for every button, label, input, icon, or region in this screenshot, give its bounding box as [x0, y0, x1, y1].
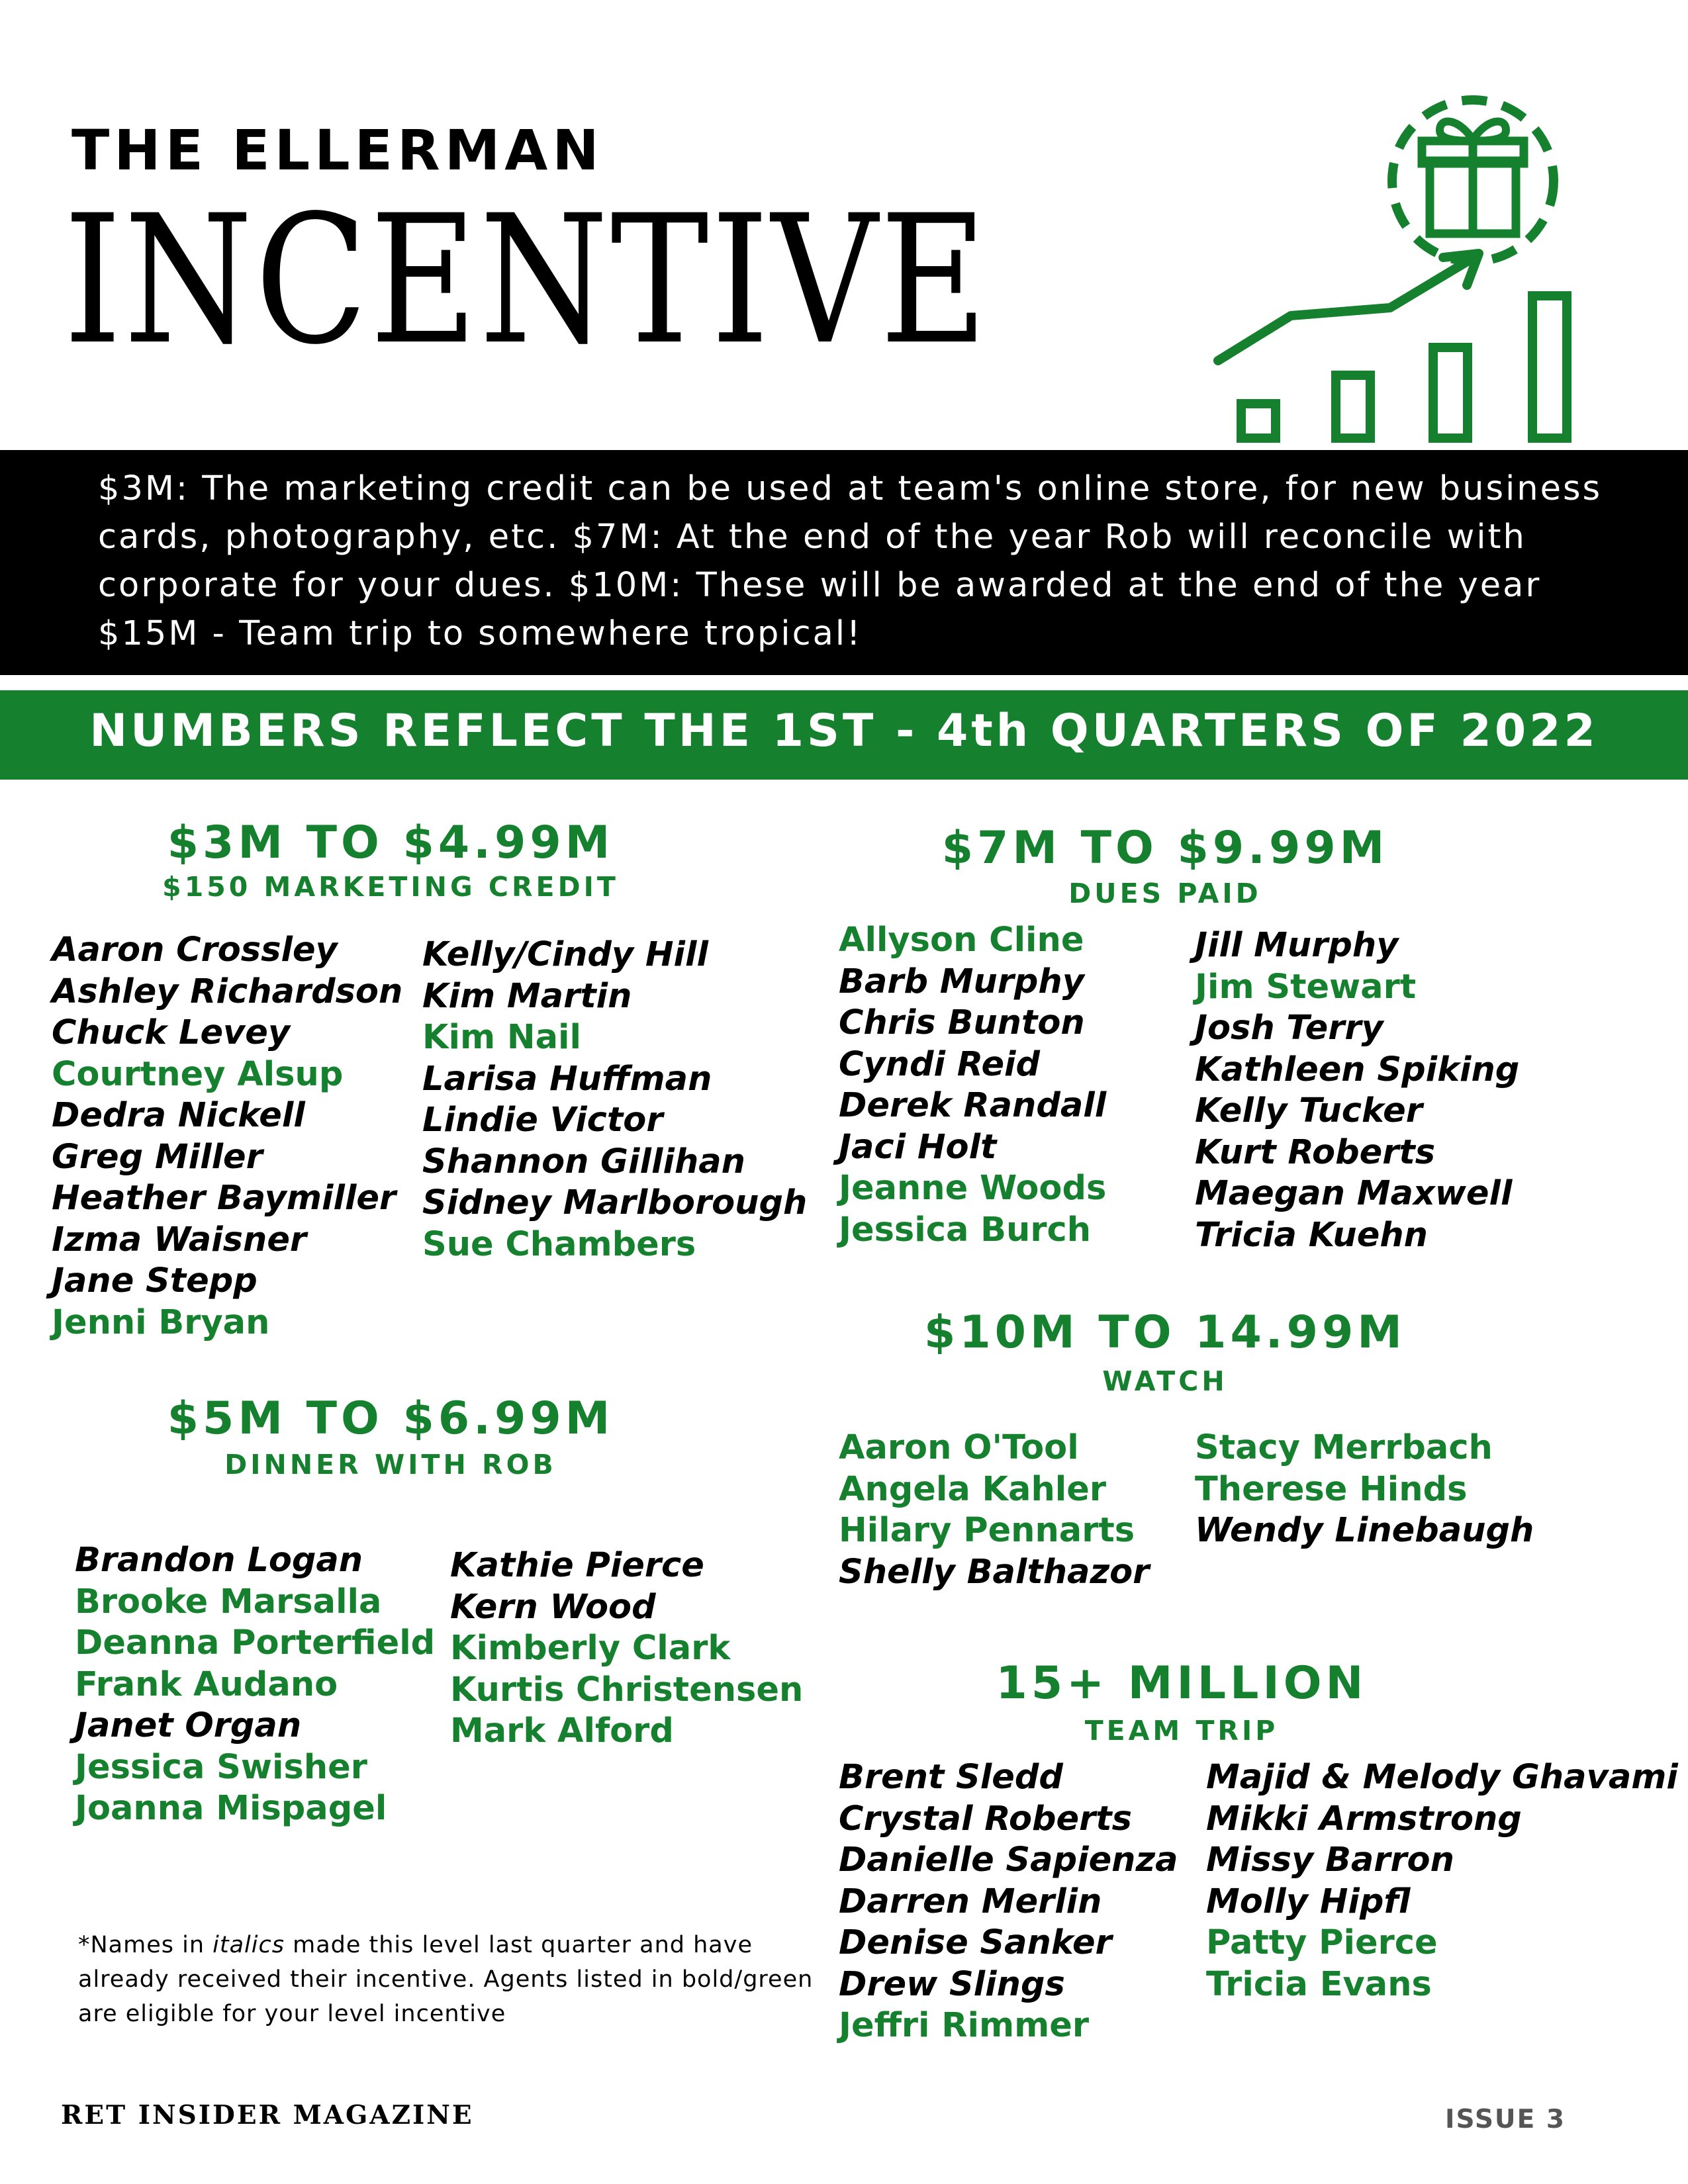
tier-10m-subtitle: WATCH: [1102, 1365, 1228, 1397]
agent-name: Brooke Marsalla: [75, 1582, 382, 1621]
agent-name: Kim Martin: [422, 976, 632, 1016]
agent-name: Tricia Evans: [1206, 1964, 1432, 2004]
agent-name: Frank Audano: [75, 1664, 338, 1704]
issue-number: ISSUE 3: [1445, 2105, 1566, 2134]
eyebrow-title: THE ELLERMAN: [71, 118, 604, 183]
tier-15m-title: 15+ MILLION: [996, 1657, 1368, 1709]
tier-10m-title: $10M TO 14.99M: [924, 1306, 1406, 1359]
tier-15m-subtitle: TEAM TRIP: [1084, 1715, 1279, 1747]
quarters-banner: [0, 690, 1688, 780]
agent-name: Patty Pierce: [1206, 1923, 1438, 1962]
agent-name: Barb Murphy: [839, 962, 1084, 1001]
agent-name: Wendy Linebaugh: [1195, 1511, 1534, 1550]
tier-15m-list-col1: [839, 1757, 1178, 2047]
agent-name: Drew Slings: [839, 1964, 1065, 2004]
agent-name: Kim Nail: [422, 1018, 581, 1057]
agent-name: Ashley Richardson: [52, 972, 403, 1011]
tier-5m-list-col1: [75, 1540, 435, 1830]
tier-15m-list-col2: [1206, 1757, 1678, 2005]
agent-name: Heather Baymiller: [52, 1179, 397, 1218]
agent-name: Shannon Gillihan: [422, 1142, 745, 1181]
footnote-text-end: made this level last quarter and have already received their incentive. Agents listed in bold/green are eligible for your level incentive: [78, 1932, 814, 2027]
agent-name: Jessica Burch: [839, 1210, 1092, 1250]
agent-name: Jeffri Rimmer: [839, 2006, 1090, 2045]
agent-name: Kern Wood: [450, 1587, 656, 1627]
agent-name: Larisa Huffman: [422, 1059, 712, 1099]
agent-name: Mark Alford: [450, 1711, 674, 1751]
page-title: INCENTIVE: [64, 177, 990, 384]
tier-3m-list-col1: [52, 930, 402, 1343]
agent-name: Stacy Merrbach: [1195, 1428, 1493, 1467]
agent-name: Jim Stewart: [1195, 967, 1417, 1007]
footnote-text-start: *Names in: [78, 1932, 213, 1958]
agent-name: Danielle Sapienza: [839, 1841, 1178, 1880]
agent-name: Sidney Marlborough: [422, 1183, 808, 1222]
tier-5m-list-col2: [450, 1545, 803, 1752]
agent-name: Brandon Logan: [75, 1541, 363, 1580]
agent-name: Darren Merlin: [839, 1882, 1102, 1921]
agent-name: Jeanne Woods: [839, 1169, 1107, 1208]
agent-name: Tricia Kuehn: [1195, 1215, 1428, 1255]
intro-text: $3M: The marketing credit can be used at team's online store, for new business cards, photography, etc. $7M: At the end of the year Rob will reconcile with corporate for your dues. $10M: These will be awarded at the end of the year $15M - Team trip to somewhere tropical!: [98, 469, 1603, 653]
agent-name: Janet Organ: [75, 1706, 302, 1745]
agent-name: Crystal Roberts: [839, 1799, 1132, 1839]
agent-name: Kathie Pierce: [450, 1546, 704, 1585]
footnote: [78, 1928, 820, 2031]
footnote-italics-word: italics: [212, 1932, 285, 1958]
agent-name: Chuck Levey: [52, 1013, 291, 1052]
tier-3m-subtitle: $150 MARKETING CREDIT: [162, 871, 619, 903]
agent-name: Dedra Nickell: [52, 1096, 305, 1135]
agent-name: Maegan Maxwell: [1195, 1174, 1513, 1213]
tier-3m-list-col2: [422, 934, 807, 1265]
tier-7m-list-col1: [839, 920, 1106, 1251]
tier-7m-list-col2: [1195, 925, 1519, 1256]
agent-name: Cyndi Reid: [839, 1044, 1041, 1084]
agent-name: Aaron Crossley: [52, 931, 338, 970]
magazine-name: RET INSIDER MAGAZINE: [61, 2100, 474, 2130]
agent-name: Jenni Bryan: [52, 1302, 270, 1342]
intro-bar: [0, 450, 1688, 675]
agent-name: Denise Sanker: [839, 1923, 1112, 1962]
agent-name: Kurtis Christensen: [450, 1670, 804, 1709]
agent-name: Jane Stepp: [52, 1261, 258, 1300]
agent-name: Missy Barron: [1206, 1841, 1454, 1880]
tier-10m-list-col1: [839, 1428, 1149, 1593]
agent-name: Hilary Pennarts: [839, 1511, 1135, 1550]
agent-name: Izma Waisner: [52, 1220, 307, 1259]
tier-7m-title: $7M TO $9.99M: [941, 822, 1389, 874]
agent-name: Shelly Balthazor: [839, 1552, 1150, 1592]
agent-name: Greg Miller: [52, 1137, 263, 1177]
agent-name: Kelly/Cindy Hill: [422, 935, 709, 974]
agent-name: Kelly Tucker: [1195, 1091, 1423, 1130]
agent-name: Jaci Holt: [839, 1127, 997, 1167]
agent-name: Aaron O'Tool: [839, 1428, 1079, 1467]
agent-name: Majid & Melody Ghavami: [1206, 1758, 1678, 1797]
agent-name: Josh Terry: [1195, 1009, 1383, 1048]
banner-text: NUMBERS REFLECT THE 1ST - 4th QUARTERS OF 2022: [89, 705, 1599, 757]
agent-name: Deanna Porterfield: [75, 1623, 436, 1662]
agent-name: Molly Hipfl: [1206, 1882, 1411, 1921]
agent-name: Courtney Alsup: [52, 1054, 344, 1094]
agent-name: Jessica Swisher: [75, 1747, 367, 1787]
agent-name: Derek Randall: [839, 1086, 1107, 1125]
agent-name: Kurt Roberts: [1195, 1132, 1436, 1172]
agent-name: Kathleen Spiking: [1195, 1050, 1520, 1089]
agent-name: Therese Hinds: [1195, 1469, 1468, 1509]
agent-name: Angela Kahler: [839, 1469, 1106, 1509]
agent-name: Jill Murphy: [1195, 926, 1399, 965]
tier-10m-list-col2: [1195, 1428, 1534, 1552]
agent-name: Brent Sledd: [839, 1758, 1063, 1797]
agent-name: Mikki Armstrong: [1206, 1799, 1522, 1839]
agent-name: Kimberly Clark: [450, 1629, 731, 1668]
tier-7m-subtitle: DUES PAID: [1068, 878, 1262, 909]
agent-name: Chris Bunton: [839, 1003, 1085, 1042]
agent-name: Allyson Cline: [839, 921, 1084, 960]
agent-name: Lindie Victor: [422, 1101, 663, 1140]
tier-5m-title: $5M TO $6.99M: [167, 1392, 614, 1445]
agent-name: Sue Chambers: [422, 1224, 696, 1264]
tier-5m-subtitle: DINNER WITH ROB: [224, 1449, 557, 1480]
gift-growth-chart-icon: [1211, 83, 1582, 453]
tier-3m-title: $3M TO $4.99M: [167, 817, 614, 869]
agent-name: Joanna Mispagel: [75, 1789, 387, 1828]
